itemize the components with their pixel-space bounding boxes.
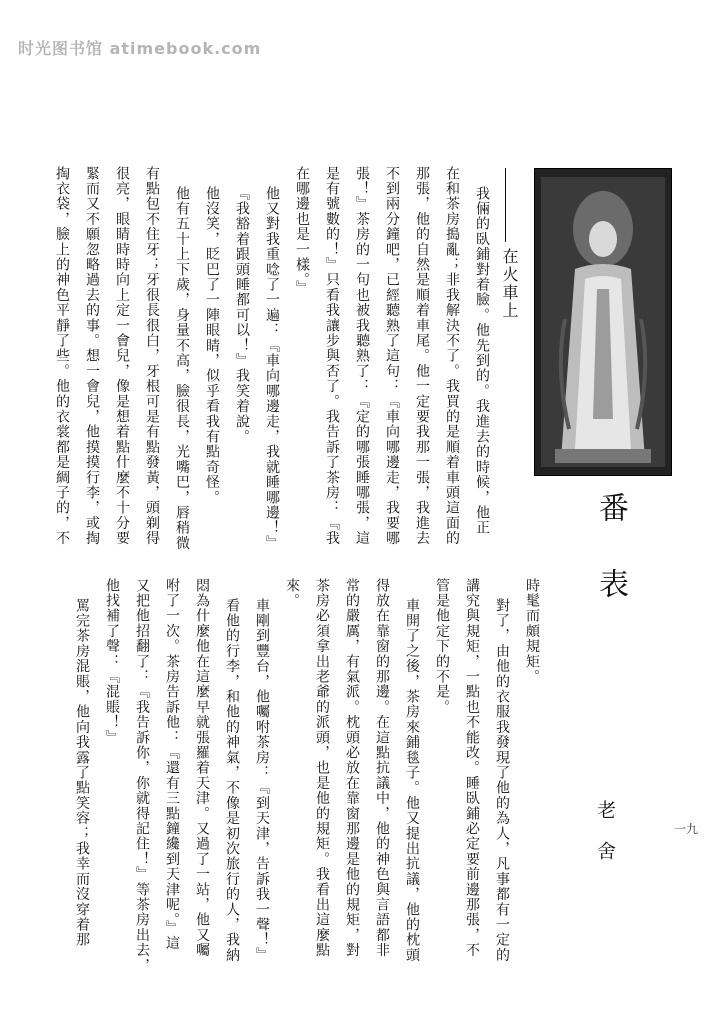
lower-col-14: 又把他招翻了：『我告訴你，你就得記住！』等茶房出去，	[134, 578, 150, 974]
upper-col-10: 他沒笑，眨巴了一陣眼睛，似乎看我有點奇怪。	[204, 186, 220, 506]
subtitle: 在火車上	[500, 248, 519, 320]
upper-col-11: 他有五十上下歲，身量不高，臉很長，光嘴巴，唇稍微	[174, 186, 190, 551]
upper-col-6: 是有號數的！』只看我讓步與否了。我告訴了茶房：『我	[324, 166, 340, 546]
lower-col-11: 看他的行李，和他的神氣，不像是初次旅行的人，我納	[224, 598, 240, 963]
upper-col-13: 很亮，眼睛時時向上定一會兒，像是想着點什麼不十分要	[114, 166, 130, 546]
lower-col-16: 罵完茶房混賬，他向我露了點笑容；我幸而沒穿着那	[74, 598, 90, 948]
lower-col-10: 車剛到豐台，他囑咐茶房：『到天津，告訴我一聲！』	[254, 598, 270, 963]
page-number: 一九	[674, 822, 699, 836]
watermark: 时光图书馆 atimebook.com	[18, 39, 262, 58]
lower-col-5: 車開了之後，茶房來鋪毯子。他又提出抗議，他的枕頭	[404, 598, 420, 963]
upper-col-14: 緊而又不願忽略過去的事。想一會兒，他摸摸行李，或掏	[84, 166, 100, 546]
article-title: 番表	[593, 492, 628, 644]
upper-col-4: 不到兩分鐘吧，已經聽熟了這句：『車向哪邊走，我要哪	[384, 166, 400, 546]
upper-col-7: 在哪邊也是一樣。』	[294, 166, 310, 296]
upper-col-5: 張！』茶房的一句也被我聽熟了：『定的哪張睡哪張，這	[354, 166, 370, 546]
guanyin-photo	[534, 168, 672, 476]
lower-col-6: 得放在靠窗的那邊。在這點抗議中，他的神色與言語都非	[374, 578, 390, 958]
upper-col-15: 掏衣袋，臉上的神色平靜了些。他的衣裳都是綢子的，不	[54, 166, 70, 546]
lower-col-8: 茶房必須拿出老爺的派頭，也是他的規矩。我看出這麼點	[314, 578, 330, 958]
upper-col-9: 『我豁着跟頭睡都可以！』我笑着說。	[234, 186, 250, 445]
lower-col-4: 管是他定下的不是。	[434, 578, 450, 715]
upper-col-3: 那張，他的自然是順着車尾。他一定要我那一張，我進去	[414, 166, 430, 546]
upper-col-12: 有點包不住牙；牙很長很白，牙根可是有點發黃，頭剃得	[144, 166, 160, 546]
upper-col-8: 他又對我重唸了一遍：『車向哪邊走，我就睡哪邊！』	[264, 186, 280, 551]
lower-col-15: 他找補了聲：『混賬！』	[104, 578, 120, 746]
lower-col-2: 對了，由他的衣服我發現了他的為人，凡事都有一定的	[494, 598, 510, 963]
author-name: 老舍	[594, 800, 616, 882]
lower-col-13: 咐了一次。茶房告訴他：『還有三點鐘纔到天津呢。』這	[164, 578, 180, 951]
upper-col-2: 在和茶房搗亂；非我解決不了。我買的是順着車頭這面的	[444, 166, 460, 546]
lower-col-9: 來。	[284, 578, 300, 609]
lower-col-1: 時髦而頗規矩。	[524, 578, 540, 685]
lower-col-12: 悶為什麼他在這麼早就張羅着天津。又過了一站，他又囑	[194, 578, 210, 958]
upper-col-1: 我倆的臥鋪對着臉。他先到的。我進去的時候，他正	[474, 186, 490, 536]
lower-col-3: 講究與規矩，一點也不能改。睡臥鋪必定要前邊那張，不	[464, 578, 480, 958]
lower-col-7: 常的嚴厲，有氣派。枕頭必放在靠窗那邊是他的規矩，對	[344, 578, 360, 958]
subtitle-dash	[505, 168, 506, 242]
